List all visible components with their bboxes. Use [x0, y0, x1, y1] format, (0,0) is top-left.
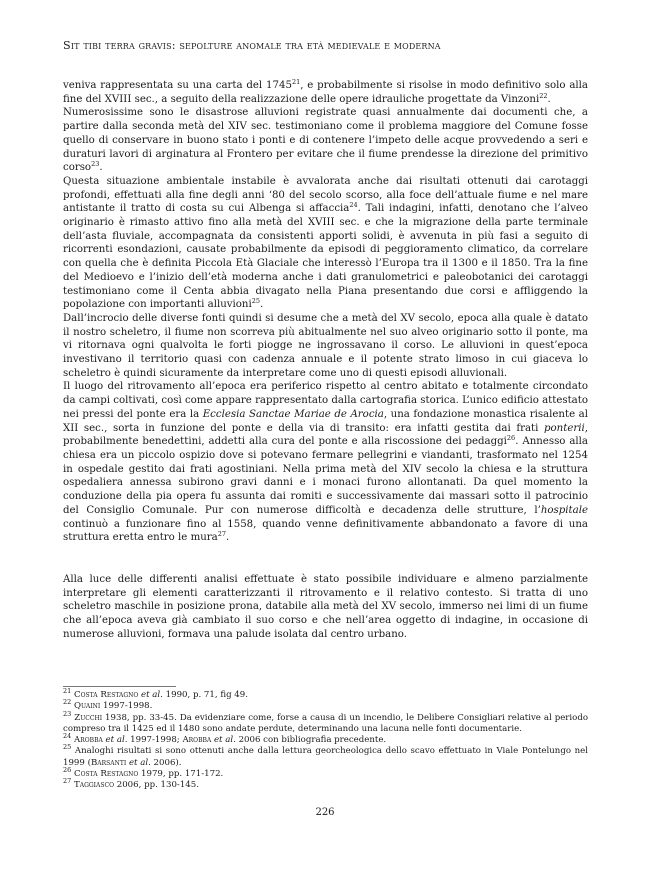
text-run: . Tali indagini, infatti, denotano che l’alveo originario è rimasto attivo fino alla metà del XVIII sec. e che la migrazione della parte terminale dell’asta fluviale, accompagnata da consistenti apporti solidi, è avvenuta in più fasi a seguito di ricorrenti esondazioni, causate probabilmente da episodi di peggioramento climatico, da correlare con quella che è definita Piccola Età Glaciale che interessò l’Europa tra il 1300 e il 1850. Tra la fine del Medioevo e l’inizio dell’età moderna anche i dati granulometrici e paleobotanici dei carotaggi testimoniano come il Centa abbia divagato nella Piana presentando due corsi e affliggendo la popolazione con importanti alluvioni — [63, 203, 588, 311]
footnote-ref: 21 — [63, 687, 72, 695]
author-name: Arobba — [74, 735, 103, 746]
footnote — [63, 687, 588, 701]
footnote — [63, 698, 588, 712]
text-run: . — [226, 532, 230, 544]
footnote-ref: 25 — [251, 297, 261, 306]
author-name: Zucchi — [74, 712, 103, 723]
footnote-ref: 27 — [217, 530, 227, 539]
text-run: continuò a funzionare fino al 1558, quando venne definitivamente abbandonato a favore di una struttura eretta entro le mura — [63, 518, 588, 544]
text-run: Analoghi risultati si sono ottenuti anche dalla lettura georcheologica dello scavo effettuato in Viale Pontelungo nel 1999 ( — [63, 746, 588, 768]
author-name: Barsanti — [90, 757, 127, 768]
author-name: Arobba — [182, 735, 212, 746]
footnotes — [63, 687, 589, 792]
footnote — [63, 709, 589, 736]
footnote-ref: 26 — [506, 434, 516, 443]
italic-text: hospitale — [540, 504, 588, 516]
text-run: , probabilmente benedettini, addetti alla cura del ponte e alla riscossione dei pedaggi — [63, 422, 588, 448]
footnote — [63, 732, 588, 746]
text-run: 1938, pp. 33-45. Da evidenziare come, forse a causa di un incendio, le Delibere Consigliari relative al periodo compreso tra il 1425 ed il 1480 sono andate perdute, determinando una lacuna nelle fonti documentarie. — [63, 712, 589, 734]
paragraph — [63, 380, 588, 544]
body-text — [63, 79, 588, 641]
text-run: 2006 con bibliografia precedente. — [235, 735, 387, 746]
paragraph — [63, 106, 588, 175]
text-run: 1997-1998; — [127, 735, 183, 746]
text-run: veniva rappresentata su una carta del 1745 — [63, 80, 292, 91]
text-run: . — [99, 162, 103, 174]
paragraph — [63, 573, 588, 642]
italic-text: et al. — [213, 735, 236, 746]
text-run: Questa situazione ambientale instabile è avvalorata anche dai risultati ottenuti dai carotaggi profondi, effettuati alla fine degli anni ‘80 del secolo scorso, alla foce dell’attuale fiume e nel mare antistante il tratto di costa su cui Albenga si affaccia — [63, 175, 588, 215]
running-header: Sit tibi terra gravis: sepolture anomale tra età medievale e moderna — [63, 39, 441, 52]
text-run: 2006, pp. 130-145. — [114, 780, 199, 791]
footnote-ref: 23 — [63, 709, 72, 718]
text-run: . — [547, 93, 551, 105]
footnote — [63, 777, 588, 791]
author-name: Costa Restagno — [74, 769, 139, 780]
author-name: Quaini — [74, 701, 101, 712]
text-run: . — [260, 299, 264, 311]
italic-text: et al. — [128, 757, 151, 768]
text-run: . Annesso alla chiesa era un piccolo ospizio dove si potevano fermare pellegrini e viandanti, trasformato nel 1254 in ospedale gestito dai frati agostiniani. Nella prima metà del XIV secolo la chiesa e la struttura ospedaliera annessa subirono gravi danni e i monaci furono allontanati. Da quel momento la conduzione della pia opera fu assunta dai romiti e successivamente dai massari sotto il patrocinio del Consiglio Comunale. Pur con numerose difficoltà e decadenza delle strutture, l’ — [63, 436, 589, 516]
text-run: 1997-1998. — [100, 701, 153, 712]
footnote-ref: 24 — [63, 732, 72, 741]
text-run: Alla luce delle differenti analisi effettuate è stato possibile individuare e almeno parzialmente interpretare gli elementi caratterizzanti il ritrovamento e il relativo contesto. Si tratta di uno scheletro maschile in posizione prona, databile alla metà del XV secolo, immerso nei limi di un fiume che all’epoca aveva già cambiato il suo corso e che nell’area oggetto di indagine, in occasione di numerose alluvioni, formava una palude isolata dal centro urbano. — [63, 573, 588, 640]
italic-text: et al. — [105, 735, 128, 746]
author-name: Costa Restagno — [74, 690, 139, 700]
footnote-ref: 22 — [539, 91, 548, 100]
footnote — [63, 743, 588, 769]
text-run: 1990, p. 71, fig 49. — [162, 690, 248, 700]
paragraph — [63, 312, 588, 381]
italic-text: Ecclesia Sanctae Mariae de Arocia — [202, 408, 384, 420]
italic-text: et al. — [141, 690, 163, 700]
footnote — [63, 766, 588, 780]
page-number: 226 — [315, 807, 335, 818]
text-run: 1979, pp. 171-172. — [138, 769, 224, 780]
footnote-ref: 21 — [291, 78, 301, 86]
text-run: 2006). — [150, 757, 182, 768]
text-run: , una fondazione monastica risalente al XII sec., sorta in funzione del ponte e della via di transito: era infatti gestita dai frati — [63, 408, 588, 434]
text-run: Numerosissime sono le disastrose alluvioni registrate quasi annualmente dai documenti che, a partire dalla seconda metà del XIV sec. testimoniano come il problema maggiore del Comune fosse quello di conservare in buono stato i ponti e di contenere l’impeto delle acque provvedendo a seri e duraturi lavori di arginatura al Frontero per evitare che il fiume prendesse la direzione del primitivo corso — [63, 107, 588, 174]
text-run: Dall’incrocio delle diverse fonti quindi si desume che a metà del XV secolo, epoca alla quale è datato il nostro scheletro, il fiume non scorreva più abitualmente nel suo alveo originario sotto il ponte, ma vi ritornava ogni qualvolta le forti piogge ne ingrossavano il corso. Le alluvioni in quest’epoca investivano il territorio quasi con cadenza annuale e il potente strato limoso in cui giaceva lo scheletro è quindi sicuramente da interpretare come uno di questi episodi alluvionali. — [63, 312, 588, 379]
italic-text: ponterii — [544, 422, 585, 434]
text-run: , e probabilmente si risolse in modo definitivo solo alla fine del XVIII sec., a seguito della realizzazione delle opere idrauliche progettate da Vinzoni — [63, 80, 588, 105]
footnote-ref: 27 — [63, 777, 72, 786]
footnote-ref: 22 — [63, 698, 72, 707]
author-name: Taggiasco — [74, 780, 114, 791]
footnote-ref: 25 — [63, 743, 72, 752]
footnote-ref: 26 — [63, 766, 72, 775]
text-run: Il luogo del ritrovamento all’epoca era periferico rispetto al centro abitato e totalmente circondato da campi coltivati, così come appare rappresentato dalla cartografia storica. L’unico edificio attestato nei pressi del ponte era la — [63, 381, 588, 420]
paragraph — [63, 175, 588, 312]
paragraph — [63, 79, 588, 106]
footnote-separator — [63, 686, 176, 687]
footnote-ref: 23 — [91, 160, 100, 169]
footnote-ref: 24 — [349, 201, 358, 210]
